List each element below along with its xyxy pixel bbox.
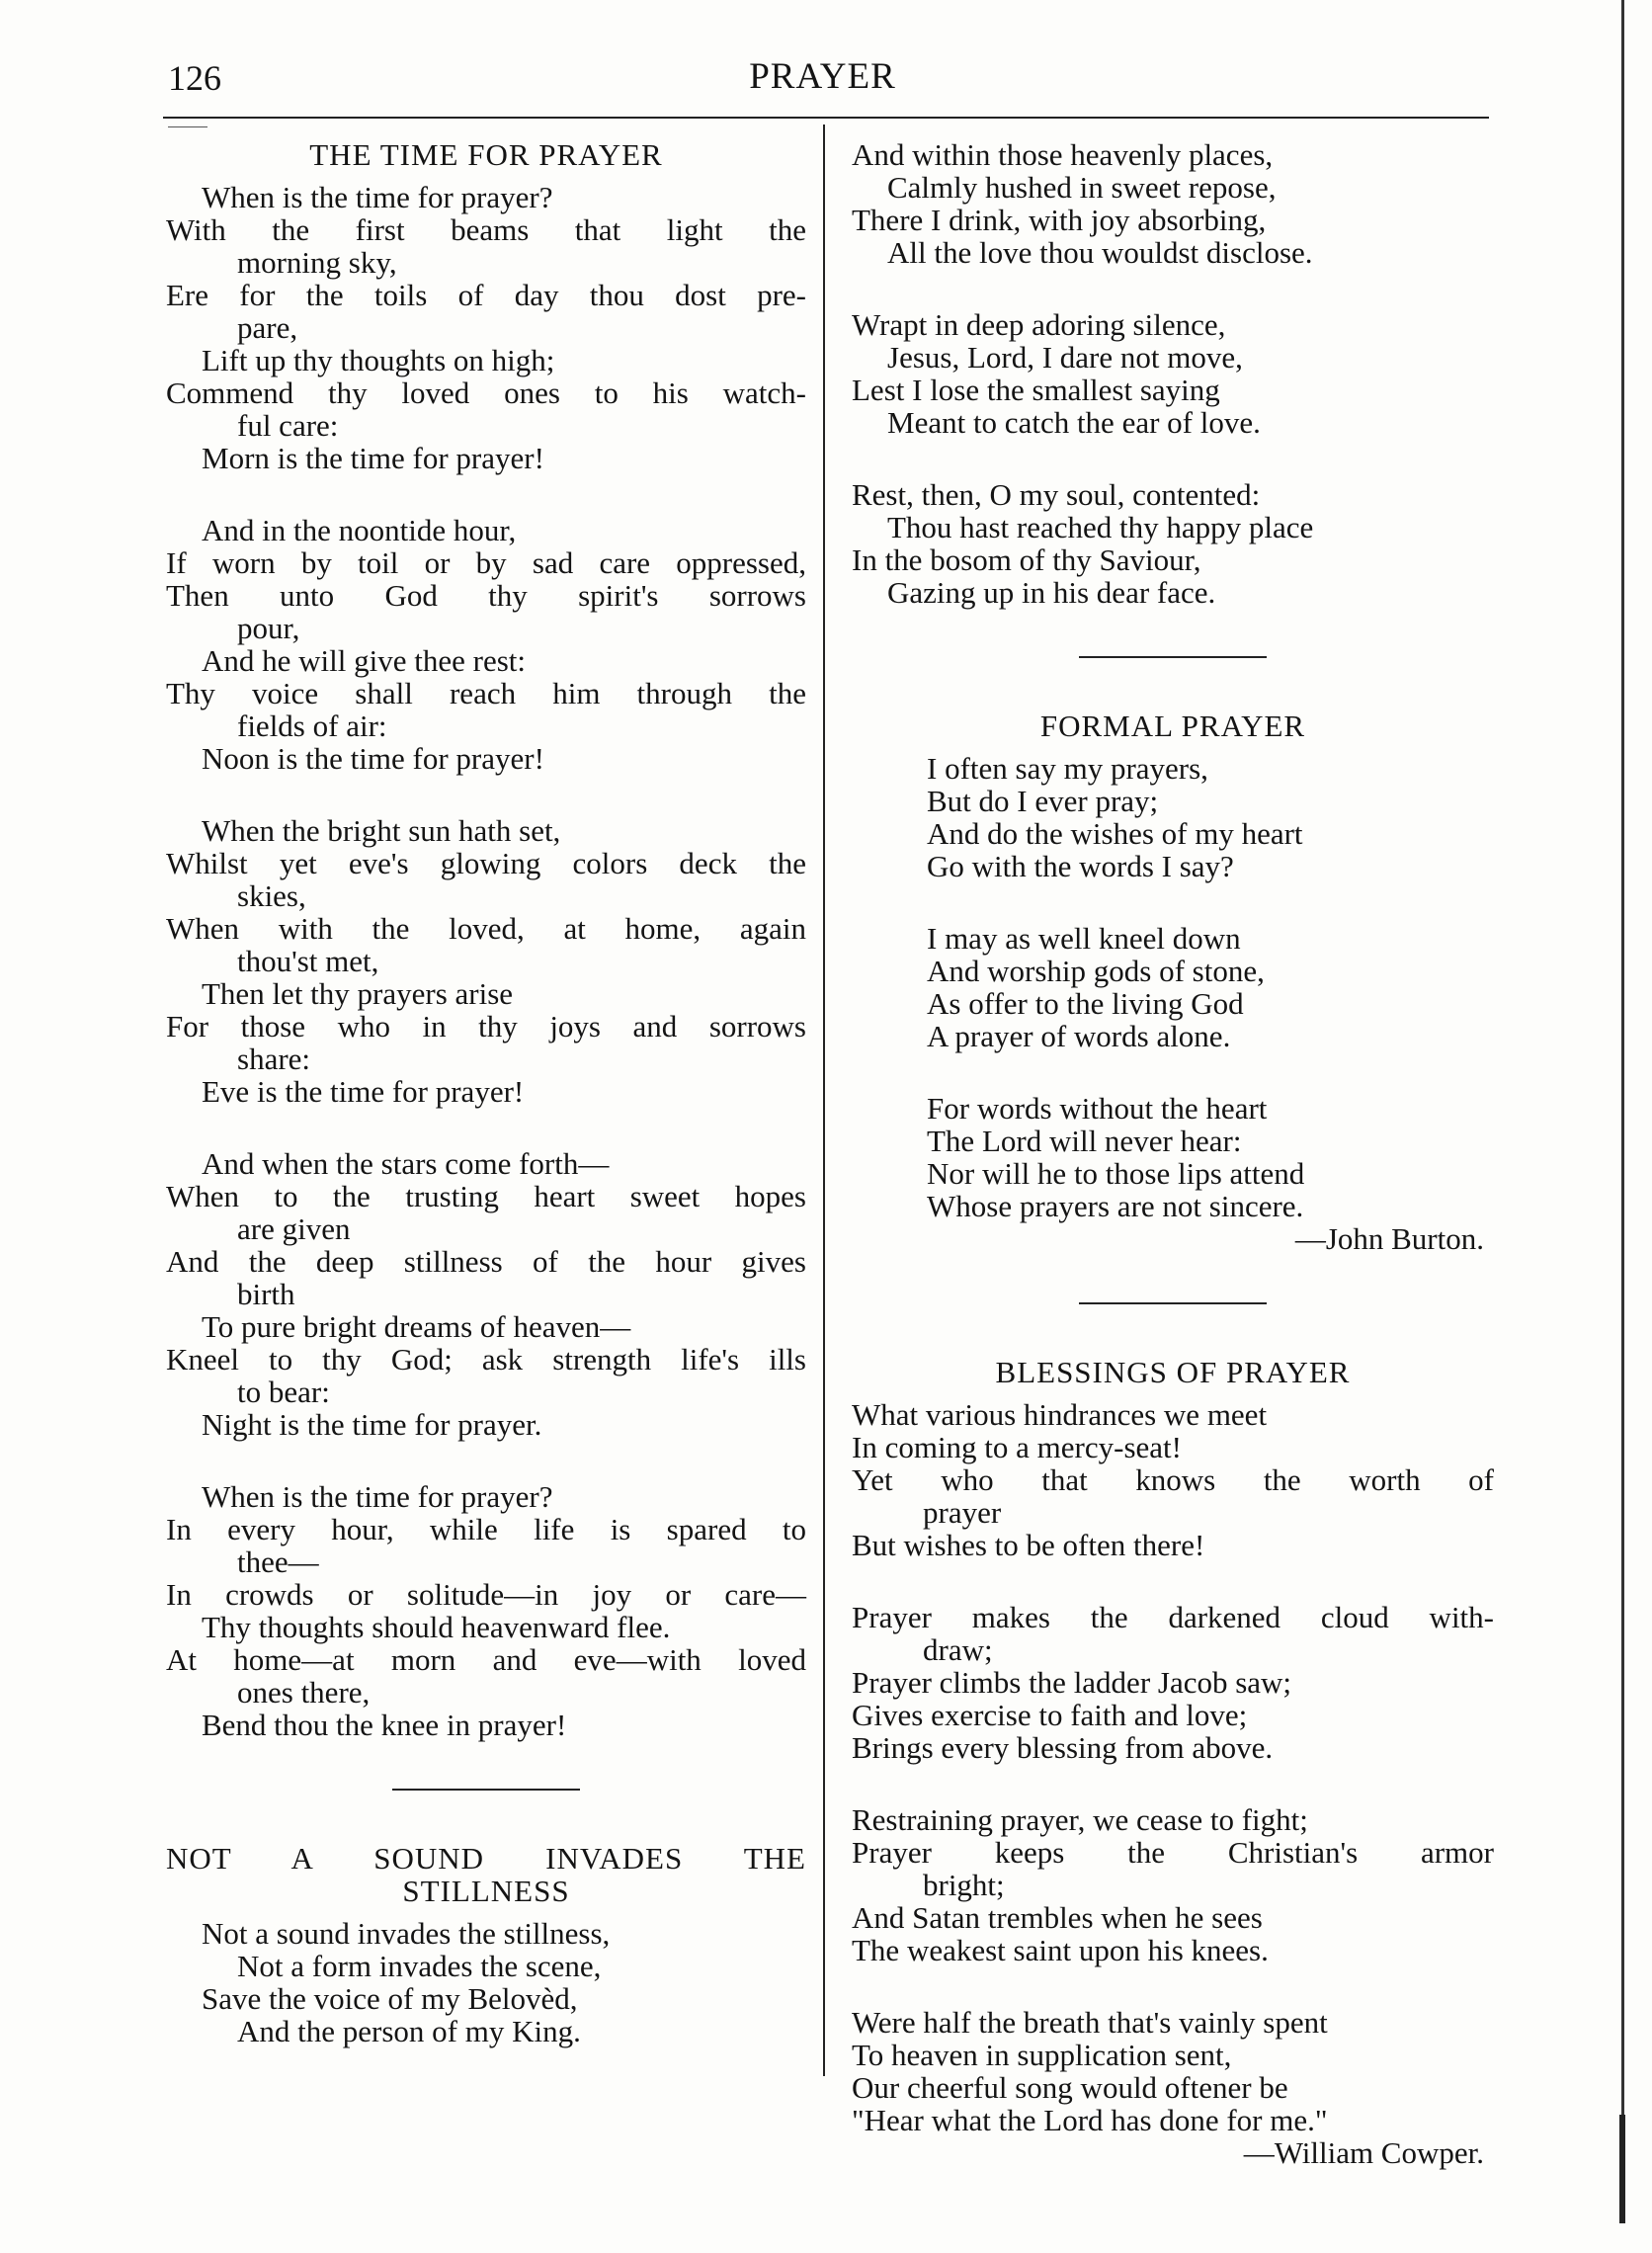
poem-stanza <box>852 478 1494 609</box>
poem-line: prayer <box>923 1495 1002 1530</box>
poem-line: Thou hast reached thy happy place <box>887 510 1314 544</box>
poem-line: Prayer makes the darkened cloud with- <box>852 1600 1494 1634</box>
poem-stanza <box>166 1917 806 2047</box>
poem-line: Ere for the toils of day thou dost pre- <box>166 278 806 312</box>
poem-line: pare, <box>237 310 298 345</box>
running-title: PRAYER <box>749 56 896 97</box>
poem-line: And when the stars come forth— <box>202 1146 610 1181</box>
poem-stanza <box>852 138 1494 269</box>
poem-author: —William Cowper. <box>1243 2135 1484 2170</box>
poem-line: Not a sound invades the stillness, <box>202 1916 611 1951</box>
poem-line: Whilst yet eve's glowing colors deck the <box>166 846 806 880</box>
poem-line: Restraining prayer, we cease to fight; <box>852 1802 1308 1837</box>
poem-line: Our cheerful song would oftener be <box>852 2070 1288 2105</box>
poem-line: Prayer keeps the Christian's armor <box>852 1835 1494 1870</box>
poem-line: Lift up thy thoughts on high; <box>202 343 555 377</box>
poem-line: In coming to a mercy-seat! <box>852 1430 1182 1464</box>
poem-line: thou'st met, <box>237 944 379 978</box>
poem-line: And the person of my King. <box>237 2014 581 2048</box>
poem-line: Go with the words I say? <box>927 849 1234 883</box>
poem-line: Night is the time for prayer. <box>202 1407 542 1442</box>
poem-line: Brings every blessing from above. <box>852 1730 1274 1765</box>
poem-line: skies, <box>237 878 306 913</box>
poem-line: ones there, <box>237 1675 371 1710</box>
poem-line: When is the time for prayer? <box>202 180 553 214</box>
page-header <box>158 49 1487 109</box>
poem-title: FORMAL PRAYER <box>1039 709 1306 743</box>
poem-line: Lest I lose the smallest saying <box>852 373 1220 407</box>
left-column <box>166 138 806 2047</box>
poem-line: pour, <box>237 611 300 645</box>
poem-line: Eve is the time for prayer! <box>202 1074 525 1109</box>
poem-line: to bear: <box>237 1375 330 1409</box>
poem-line: A prayer of words alone. <box>927 1019 1231 1053</box>
poem-stanza <box>166 1480 806 1741</box>
poem-line: In crowds or solitude—in joy or care— <box>166 1577 806 1612</box>
section-rule <box>1079 1302 1267 1304</box>
poem-line: And Satan trembles when he sees <box>852 1900 1263 1935</box>
poem-stanza <box>852 1803 1494 1966</box>
poem-line: For words without the heart <box>927 1091 1268 1126</box>
poem-line: When the bright sun hath set, <box>202 813 561 848</box>
poem-line: In the bosom of thy Saviour, <box>852 542 1201 577</box>
poem-line: Nor will he to those lips attend <box>927 1156 1305 1191</box>
poem-line: Prayer climbs the ladder Jacob saw; <box>852 1665 1292 1700</box>
poem-line: "Hear what the Lord has done for me." <box>852 2103 1328 2137</box>
poem-line: share: <box>237 1042 311 1076</box>
poem-line: Gazing up in his dear face. <box>887 575 1216 610</box>
poem-line: When is the time for prayer? <box>202 1479 553 1514</box>
column-divider <box>823 125 825 2076</box>
poem-stanza <box>166 181 806 474</box>
header-rule-mark <box>168 126 207 127</box>
poem-title: NOT A SOUND INVADES THE <box>166 1841 806 1876</box>
poem-line: Were half the breath that's vainly spent <box>852 2005 1328 2040</box>
poem-line: And in the noontide hour, <box>202 513 517 547</box>
poem-line: Then let thy prayers arise <box>202 976 514 1011</box>
poem-title-line2: STILLNESS <box>402 1874 570 1908</box>
poem-line: Not a form invades the scene, <box>237 1949 602 1983</box>
poem-line: Meant to catch the ear of love. <box>887 405 1261 440</box>
poem-line: Calmly hushed in sweet repose, <box>887 170 1277 205</box>
poem-line: Rest, then, O my soul, contented: <box>852 477 1261 512</box>
poem-line: I often say my prayers, <box>927 751 1208 786</box>
poem-line: If worn by toil or by sad care oppressed, <box>166 545 806 580</box>
poem-line: Gives exercise to faith and love; <box>852 1698 1248 1732</box>
right-column <box>852 138 1494 2169</box>
poem-line: What various hindrances we meet <box>852 1397 1268 1432</box>
page-number: 126 <box>168 58 221 98</box>
poem-line: fields of air: <box>237 709 387 743</box>
poem-line: Commend thy loved ones to his watch- <box>166 376 806 410</box>
poem-line: And worship gods of stone, <box>927 954 1265 988</box>
formal-prayer-body <box>852 752 1494 1222</box>
poem-stanza <box>852 308 1494 439</box>
poem-author: —John Burton. <box>1294 1221 1484 1256</box>
poem-title: BLESSINGS OF PRAYER <box>995 1355 1351 1389</box>
poem-line: morning sky, <box>237 245 397 280</box>
poem-line: are given <box>237 1211 351 1246</box>
poem-line: And within those heavenly places, <box>852 137 1274 172</box>
poem-title: THE TIME FOR PRAYER <box>309 137 663 172</box>
page-edge-line <box>1621 0 1624 2223</box>
poem-line: To pure bright dreams of heaven— <box>202 1309 631 1344</box>
poem-line: I may as well kneel down <box>927 921 1241 956</box>
poem-line: Jesus, Lord, I dare not move, <box>887 340 1243 375</box>
poem-stanza <box>927 1092 1494 1222</box>
poem-stanza <box>166 814 806 1108</box>
poem-stanza <box>166 1147 806 1441</box>
poem-line: draw; <box>923 1632 993 1667</box>
poem-stanza <box>852 2006 1494 2136</box>
poem-line: But wishes to be often there! <box>852 1528 1205 1562</box>
poem-line: And do the wishes of my heart <box>927 816 1303 851</box>
poem-stanza <box>166 514 806 775</box>
poem-line: ful care: <box>237 408 339 443</box>
poem-line: At home—at morn and eve—with loved <box>166 1642 806 1677</box>
poem-line: Kneel to thy God; ask strength life's ills <box>166 1342 806 1377</box>
poem-line: Noon is the time for prayer! <box>202 741 544 776</box>
poem-line: All the love thou wouldst disclose. <box>887 235 1313 270</box>
poem-stanza <box>852 1398 1494 1561</box>
poem-stanza <box>852 1601 1494 1764</box>
poem-line: In every hour, while life is spared to <box>166 1512 806 1546</box>
poem-line: Whose prayers are not sincere. <box>927 1189 1304 1223</box>
header-rule <box>163 117 1489 119</box>
poem-line: Yet who that knows the worth of <box>852 1462 1494 1497</box>
poem-line: bright; <box>923 1868 1005 1902</box>
poem-line: The Lord will never hear: <box>927 1124 1242 1158</box>
poem-line: But do I ever pray; <box>927 784 1159 818</box>
poem-line: And the deep stillness of the hour gives <box>166 1244 806 1279</box>
poem-line: To heaven in supplication sent, <box>852 2038 1232 2072</box>
poem-line: Then unto God thy spirit's sorrows <box>166 578 806 613</box>
poem-line: Save the voice of my Belovèd, <box>202 1981 578 2016</box>
poem-stanza <box>927 752 1494 882</box>
poem-line: And he will give thee rest: <box>202 643 526 678</box>
poem-line: Wrapt in deep adoring silence, <box>852 307 1226 342</box>
poem-line: When with the loved, at home, again <box>166 911 806 946</box>
poem-line: Thy thoughts should heavenward flee. <box>202 1610 671 1644</box>
poem-line: Thy voice shall reach him through the <box>166 676 806 710</box>
page-edge-mark <box>1619 2115 1625 2223</box>
poem-line: birth <box>237 1277 295 1311</box>
section-rule <box>1079 656 1267 658</box>
poem-line: When to the trusting heart sweet hopes <box>166 1179 806 1213</box>
poem-line: As offer to the living God <box>927 986 1244 1021</box>
poem-line: Morn is the time for prayer! <box>202 441 544 475</box>
poem-line: There I drink, with joy absorbing, <box>852 203 1267 237</box>
poem-line: Bend thou the knee in prayer! <box>202 1708 567 1742</box>
poem-line: The weakest saint upon his knees. <box>852 1933 1269 1967</box>
section-rule <box>392 1789 580 1791</box>
poem-line: thee— <box>237 1544 319 1579</box>
poem-line: For those who in thy joys and sorrows <box>166 1009 806 1043</box>
poem-stanza <box>927 922 1494 1052</box>
poem-line: With the first beams that light the <box>166 212 806 247</box>
